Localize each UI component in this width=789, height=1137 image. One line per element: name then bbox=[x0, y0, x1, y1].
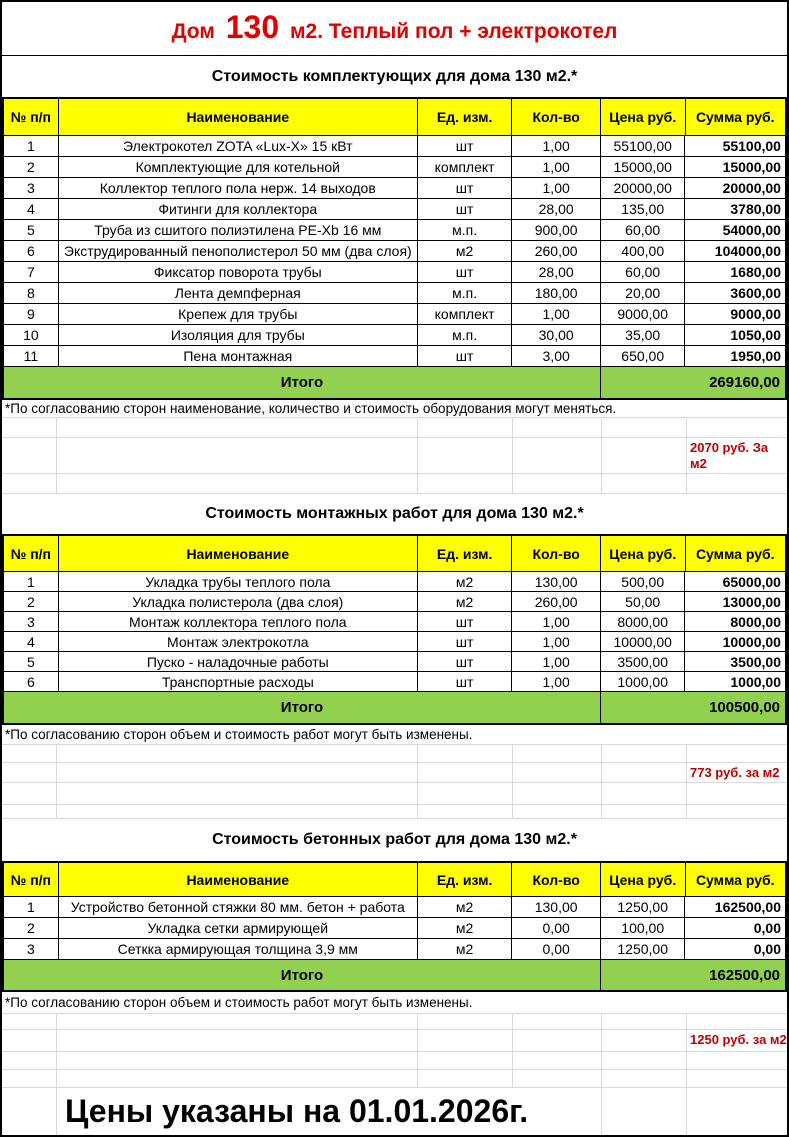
total-row bbox=[4, 692, 785, 723]
price-cell: 135,00 bbox=[601, 199, 686, 219]
sum-cell: 65000,00 bbox=[722, 573, 781, 590]
price-cell: 60,00 bbox=[601, 262, 686, 282]
item-name-cell: Устройство бетонной стяжки 80 мм. бетон + работа bbox=[59, 897, 418, 917]
table-row bbox=[4, 612, 785, 632]
item-name-cell: Пена монтажная bbox=[59, 346, 418, 366]
tables-container bbox=[2, 56, 787, 1088]
row-number-cell: 10 bbox=[4, 325, 59, 345]
item-name-cell: Труба из сшитого полиэтилена PE-Xb 16 мм bbox=[59, 220, 418, 240]
cost-table bbox=[2, 861, 787, 992]
price-cell: 1250,00 bbox=[601, 939, 686, 959]
table-row bbox=[4, 157, 785, 178]
empty-grid-cell bbox=[2, 745, 57, 762]
quantity-cell: 260,00 bbox=[512, 592, 601, 611]
price-cell: 10000,00 bbox=[601, 632, 686, 651]
price-cell: 8000,00 bbox=[601, 612, 686, 631]
total-label-cell: Итого bbox=[4, 692, 601, 723]
empty-grid-cell bbox=[513, 783, 602, 804]
item-name-cell: Лента демпферная bbox=[59, 283, 418, 303]
unit-cell: м.п. bbox=[418, 220, 513, 240]
row-number-cell: 5 bbox=[4, 220, 59, 240]
column-header: № п/п bbox=[4, 863, 59, 896]
empty-grid-cell bbox=[57, 418, 418, 437]
table-row bbox=[4, 592, 785, 612]
empty-grid-cell bbox=[513, 1030, 602, 1051]
table-footnote: *По согласованию сторон объем и стоимость работ могут быть изменены. bbox=[2, 992, 787, 1014]
empty-grid-cell bbox=[418, 763, 513, 782]
table-row bbox=[4, 262, 785, 283]
quantity-cell: 1,00 bbox=[512, 652, 601, 671]
unit-cell: шт bbox=[418, 346, 513, 366]
quantity-cell: 180,00 bbox=[512, 283, 601, 303]
quantity-cell: 1,00 bbox=[512, 672, 601, 691]
quantity-cell: 0,00 bbox=[512, 939, 601, 959]
total-value-cell: 269160,00 bbox=[601, 367, 785, 398]
price-date-note: Цены указаны на 01.01.2026г. bbox=[57, 1088, 602, 1135]
empty-grid-cell bbox=[2, 474, 57, 493]
item-name-cell: Пуско - наладочные работы bbox=[59, 652, 418, 671]
unit-cell: м2 bbox=[418, 572, 513, 591]
empty-grid-cell bbox=[687, 805, 787, 818]
table-row bbox=[4, 241, 785, 262]
empty-grid-cell bbox=[57, 474, 418, 493]
unit-cell: м2 bbox=[418, 939, 513, 959]
sum-cell: 8000,00 bbox=[730, 613, 781, 630]
empty-grid-cell bbox=[418, 1014, 513, 1029]
empty-grid-cell bbox=[2, 763, 57, 782]
empty-grid-cell bbox=[602, 1014, 687, 1029]
unit-cell: комплект bbox=[418, 157, 513, 177]
price-cell: 1000,00 bbox=[601, 672, 686, 691]
empty-grid-row bbox=[2, 1014, 787, 1030]
unit-cell: шт bbox=[418, 652, 513, 671]
table-row bbox=[4, 220, 785, 241]
item-name-cell: Электрокотел ZOTA «Lux-X» 15 кВт bbox=[59, 136, 418, 156]
total-row bbox=[4, 367, 785, 398]
sum-cell: 1950,00 bbox=[730, 348, 781, 364]
unit-cell: шт bbox=[418, 672, 513, 691]
total-value-cell: 162500,00 bbox=[601, 960, 785, 990]
sum-cell: 20000,00 bbox=[722, 180, 781, 196]
quantity-cell: 30,00 bbox=[512, 325, 601, 345]
empty-grid-row bbox=[2, 438, 787, 474]
empty-grid-cell bbox=[513, 474, 602, 493]
table-header-row bbox=[4, 536, 785, 572]
empty-grid-cell bbox=[57, 1014, 418, 1029]
row-number-cell: 6 bbox=[4, 672, 59, 691]
price-cell: 1250,00 bbox=[601, 897, 686, 917]
empty-grid-row bbox=[2, 474, 787, 494]
price-per-m2-note: 773 руб. за м2 bbox=[690, 765, 780, 780]
price-per-m2-note: 1250 руб. за м2 bbox=[690, 1032, 787, 1047]
empty-grid-row bbox=[2, 1030, 787, 1052]
sum-cell: 9000,00 bbox=[730, 306, 781, 322]
unit-cell: м.п. bbox=[418, 283, 513, 303]
empty-grid-cell bbox=[418, 474, 513, 493]
empty-grid-cell bbox=[687, 1088, 787, 1135]
column-header: Цена руб. bbox=[601, 536, 686, 571]
item-name-cell: Транспортные расходы bbox=[59, 672, 418, 691]
column-header: № п/п bbox=[4, 99, 59, 135]
empty-grid-cell bbox=[57, 805, 418, 818]
unit-cell: шт bbox=[418, 612, 513, 631]
row-number-cell: 7 bbox=[4, 262, 59, 282]
price-cell: 60,00 bbox=[601, 220, 686, 240]
empty-grid-cell bbox=[418, 745, 513, 762]
row-number-cell: 9 bbox=[4, 304, 59, 324]
row-number-cell: 8 bbox=[4, 283, 59, 303]
empty-grid-cell bbox=[602, 418, 687, 437]
item-name-cell: Крепеж для трубы bbox=[59, 304, 418, 324]
table-footnote: *По согласованию сторон наименование, количество и стоимость оборудования могут меняться. bbox=[2, 400, 787, 418]
sum-cell: 54000,00 bbox=[722, 222, 781, 238]
row-number-cell: 3 bbox=[4, 178, 59, 198]
total-label-cell: Итого bbox=[4, 367, 601, 398]
document-title-area-value: 130 bbox=[225, 9, 280, 45]
sum-cell: 0,00 bbox=[753, 920, 781, 936]
price-cell: 20,00 bbox=[601, 283, 686, 303]
row-number-cell: 3 bbox=[4, 612, 59, 631]
item-name-cell: Монтаж коллектора теплого пола bbox=[59, 612, 418, 631]
empty-grid-cell bbox=[57, 763, 418, 782]
empty-grid-cell bbox=[602, 805, 687, 818]
unit-cell: м2 bbox=[418, 241, 513, 261]
document-title-prefix: Дом bbox=[171, 20, 215, 43]
unit-cell: комплект bbox=[418, 304, 513, 324]
sum-cell: 15000,00 bbox=[722, 159, 781, 175]
column-header: Цена руб. bbox=[601, 99, 686, 135]
total-value-cell: 100500,00 bbox=[601, 692, 785, 723]
sum-cell: 162500,00 bbox=[714, 899, 781, 915]
quantity-cell: 1,00 bbox=[512, 178, 601, 198]
empty-grid-row bbox=[2, 763, 787, 783]
empty-grid-cell bbox=[418, 1052, 513, 1069]
column-header: Кол-во bbox=[512, 863, 601, 896]
sum-cell: 10000,00 bbox=[722, 633, 781, 650]
column-header: Наименование bbox=[59, 99, 418, 135]
item-name-cell: Коллектор теплого пола нерж. 14 выходов bbox=[59, 178, 418, 198]
row-number-cell: 2 bbox=[4, 918, 59, 938]
sum-cell: 1680,00 bbox=[730, 264, 781, 280]
table-row bbox=[4, 918, 785, 939]
empty-grid-cell bbox=[418, 418, 513, 437]
table-row bbox=[4, 136, 785, 157]
table-section-title: Стоимость комплектующих для дома 130 м2.* bbox=[211, 67, 578, 85]
quantity-cell: 28,00 bbox=[512, 262, 601, 282]
empty-grid-cell bbox=[513, 1070, 602, 1087]
empty-grid-cell bbox=[2, 418, 57, 437]
empty-grid-cell bbox=[418, 1070, 513, 1087]
item-name-cell: Монтаж электрокотла bbox=[59, 632, 418, 651]
price-cell: 100,00 bbox=[601, 918, 686, 938]
item-name-cell: Фитинги для коллектора bbox=[59, 199, 418, 219]
row-number-cell: 1 bbox=[4, 897, 59, 917]
sum-cell: 13000,00 bbox=[722, 593, 781, 610]
row-number-cell: 4 bbox=[4, 632, 59, 651]
quantity-cell: 900,00 bbox=[512, 220, 601, 240]
empty-grid-cell bbox=[57, 1052, 418, 1069]
unit-cell: шт bbox=[418, 178, 513, 198]
empty-grid-cell bbox=[602, 783, 687, 804]
table-row bbox=[4, 346, 785, 367]
table-row bbox=[4, 199, 785, 220]
empty-grid-cell bbox=[513, 438, 602, 473]
empty-grid-cell bbox=[602, 1052, 687, 1069]
row-number-cell: 3 bbox=[4, 939, 59, 959]
empty-grid-cell bbox=[513, 418, 602, 437]
empty-grid-cell bbox=[687, 1052, 787, 1069]
column-header: Ед. изм. bbox=[418, 536, 513, 571]
table-row bbox=[4, 632, 785, 652]
empty-grid-cell bbox=[418, 1030, 513, 1051]
empty-grid-cell bbox=[2, 1070, 57, 1087]
document-title bbox=[2, 2, 787, 56]
empty-grid-row bbox=[2, 1052, 787, 1070]
empty-grid-row bbox=[2, 1070, 787, 1088]
quantity-cell: 260,00 bbox=[512, 241, 601, 261]
price-cell: 35,00 bbox=[601, 325, 686, 345]
unit-cell: м2 bbox=[418, 592, 513, 611]
table-row bbox=[4, 283, 785, 304]
unit-cell: м2 bbox=[418, 918, 513, 938]
table-row bbox=[4, 325, 785, 346]
price-per-m2-note: 2070 руб. За м2 bbox=[690, 440, 769, 471]
price-cell: 3500,00 bbox=[601, 652, 686, 671]
table-row bbox=[4, 304, 785, 325]
empty-grid-cell bbox=[418, 438, 513, 473]
unit-cell: м.п. bbox=[418, 325, 513, 345]
empty-grid-cell bbox=[602, 745, 687, 762]
row-number-cell: 6 bbox=[4, 241, 59, 261]
empty-grid-cell bbox=[687, 1070, 787, 1087]
empty-grid-cell bbox=[602, 1088, 687, 1135]
unit-cell: шт bbox=[418, 262, 513, 282]
column-header: Сумма руб. bbox=[686, 536, 785, 571]
empty-grid-row bbox=[2, 418, 787, 438]
price-cell: 500,00 bbox=[601, 572, 686, 591]
empty-grid-cell bbox=[602, 763, 687, 782]
empty-grid-cell bbox=[2, 438, 57, 473]
empty-grid-cell bbox=[418, 783, 513, 804]
empty-grid-cell bbox=[602, 474, 687, 493]
empty-grid-cell bbox=[2, 1088, 57, 1135]
empty-grid-cell bbox=[513, 1014, 602, 1029]
sum-cell: 0,00 bbox=[753, 941, 781, 957]
empty-grid-cell bbox=[57, 745, 418, 762]
row-number-cell: 11 bbox=[4, 346, 59, 366]
column-header: Кол-во bbox=[512, 536, 601, 571]
empty-grid-cell bbox=[513, 745, 602, 762]
column-header: № п/п bbox=[4, 536, 59, 571]
cost-table bbox=[2, 97, 787, 400]
sum-cell: 3500,00 bbox=[730, 653, 781, 670]
empty-grid-row bbox=[2, 783, 787, 805]
item-name-cell: Сеткка армирующая толщина 3,9 мм bbox=[59, 939, 418, 959]
item-name-cell: Укладка трубы теплого пола bbox=[59, 572, 418, 591]
row-number-cell: 1 bbox=[4, 572, 59, 591]
table-section-title: Стоимость монтажных работ для дома 130 м2.* bbox=[205, 505, 584, 522]
empty-grid-cell bbox=[57, 1030, 418, 1051]
sum-cell: 55100,00 bbox=[722, 138, 781, 154]
empty-grid-cell bbox=[687, 1014, 787, 1029]
sum-cell: 1050,00 bbox=[730, 327, 781, 343]
quantity-cell: 0,00 bbox=[512, 918, 601, 938]
column-header: Кол-во bbox=[512, 99, 601, 135]
empty-grid-cell bbox=[687, 745, 787, 762]
document-title-suffix: м2. Теплый пол + электрокотел bbox=[289, 20, 618, 43]
quantity-cell: 1,00 bbox=[512, 632, 601, 651]
quantity-cell: 1,00 bbox=[512, 304, 601, 324]
sum-cell: 3600,00 bbox=[730, 285, 781, 301]
sum-cell: 1000,00 bbox=[730, 673, 781, 690]
table-header-row bbox=[4, 863, 785, 897]
total-row bbox=[4, 960, 785, 990]
table-row bbox=[4, 672, 785, 692]
unit-cell: шт bbox=[418, 199, 513, 219]
empty-grid-cell bbox=[2, 1030, 57, 1051]
unit-cell: м2 bbox=[418, 897, 513, 917]
empty-grid-cell bbox=[57, 1070, 418, 1087]
empty-grid-cell bbox=[687, 783, 787, 804]
empty-grid-cell bbox=[687, 418, 787, 437]
empty-grid-cell bbox=[687, 474, 787, 493]
column-header: Наименование bbox=[59, 863, 418, 896]
item-name-cell: Укладка сетки армирующей bbox=[59, 918, 418, 938]
column-header: Сумма руб. bbox=[686, 863, 785, 896]
table-section-title: Стоимость бетонных работ для дома 130 м2.* bbox=[212, 831, 577, 848]
sum-cell: 104000,00 bbox=[714, 243, 781, 259]
empty-grid-cell bbox=[513, 763, 602, 782]
empty-grid-cell bbox=[602, 438, 687, 473]
row-number-cell: 1 bbox=[4, 136, 59, 156]
column-header: Цена руб. bbox=[601, 863, 686, 896]
table-row bbox=[4, 939, 785, 960]
empty-grid-cell bbox=[2, 805, 57, 818]
quantity-cell: 130,00 bbox=[512, 572, 601, 591]
item-name-cell: Укладка полистерола (два слоя) bbox=[59, 592, 418, 611]
empty-grid-cell bbox=[602, 1030, 687, 1051]
quantity-cell: 1,00 bbox=[512, 612, 601, 631]
sum-cell: 3780,00 bbox=[730, 201, 781, 217]
empty-grid-cell bbox=[57, 783, 418, 804]
price-cell: 15000,00 bbox=[601, 157, 686, 177]
table-footnote: *По согласованию сторон объем и стоимость работ могут быть изменены. bbox=[2, 725, 787, 745]
quantity-cell: 3,00 bbox=[512, 346, 601, 366]
item-name-cell: Фиксатор поворота трубы bbox=[59, 262, 418, 282]
price-date-row bbox=[2, 1088, 787, 1135]
empty-grid-cell bbox=[2, 1052, 57, 1069]
column-header: Ед. изм. bbox=[418, 99, 513, 135]
column-header: Наименование bbox=[59, 536, 418, 571]
item-name-cell: Изоляция для трубы bbox=[59, 325, 418, 345]
quantity-cell: 130,00 bbox=[512, 897, 601, 917]
empty-grid-cell bbox=[602, 1070, 687, 1087]
column-header: Сумма руб. bbox=[686, 99, 785, 135]
quantity-cell: 1,00 bbox=[512, 136, 601, 156]
empty-grid-cell bbox=[2, 783, 57, 804]
unit-cell: шт bbox=[418, 136, 513, 156]
table-row bbox=[4, 652, 785, 672]
row-number-cell: 5 bbox=[4, 652, 59, 671]
empty-grid-cell bbox=[418, 805, 513, 818]
table-row bbox=[4, 572, 785, 592]
price-cell: 9000,00 bbox=[601, 304, 686, 324]
row-number-cell: 2 bbox=[4, 592, 59, 611]
empty-grid-cell bbox=[2, 1014, 57, 1029]
cost-table bbox=[2, 534, 787, 725]
row-number-cell: 4 bbox=[4, 199, 59, 219]
table-row bbox=[4, 178, 785, 199]
price-cell: 400,00 bbox=[601, 241, 686, 261]
empty-grid-cell bbox=[513, 1052, 602, 1069]
item-name-cell: Экструдированный пенополистерол 50 мм (два слоя) bbox=[59, 241, 418, 261]
empty-grid-row bbox=[2, 745, 787, 763]
empty-grid-cell bbox=[57, 438, 418, 473]
table-header-row bbox=[4, 99, 785, 136]
item-name-cell: Комплектующие для котельной bbox=[59, 157, 418, 177]
price-cell: 50,00 bbox=[601, 592, 686, 611]
total-label-cell: Итого bbox=[4, 960, 601, 990]
column-header: Ед. изм. bbox=[418, 863, 513, 896]
quantity-cell: 28,00 bbox=[512, 199, 601, 219]
empty-grid-row bbox=[2, 805, 787, 819]
price-cell: 20000,00 bbox=[601, 178, 686, 198]
unit-cell: шт bbox=[418, 632, 513, 651]
empty-grid-cell bbox=[513, 805, 602, 818]
quantity-cell: 1,00 bbox=[512, 157, 601, 177]
row-number-cell: 2 bbox=[4, 157, 59, 177]
price-cell: 55100,00 bbox=[601, 136, 686, 156]
table-row bbox=[4, 897, 785, 918]
price-cell: 650,00 bbox=[601, 346, 686, 366]
